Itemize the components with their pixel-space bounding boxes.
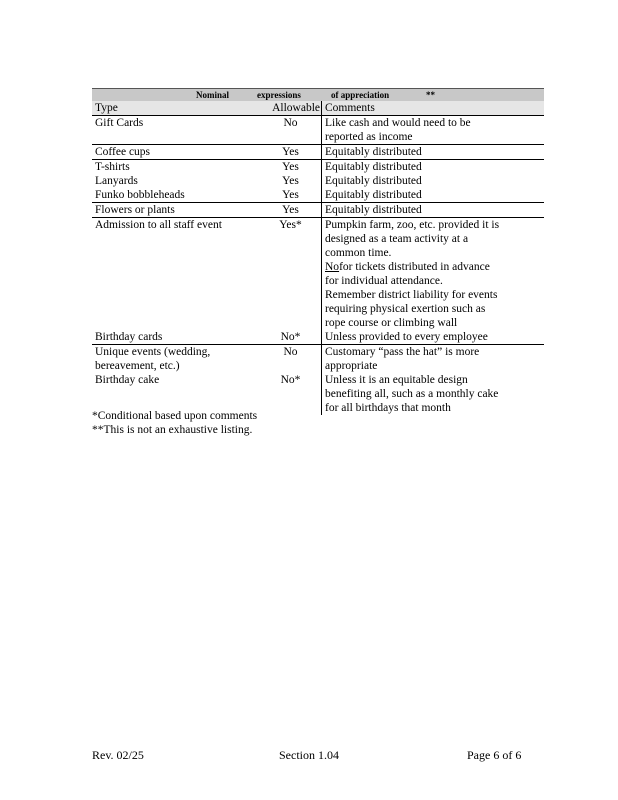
row-type: Birthday cards bbox=[95, 331, 163, 343]
row-comments: Equitably distributed bbox=[325, 161, 422, 173]
table-row bbox=[92, 145, 544, 160]
row-type: Funko bobbleheads bbox=[95, 189, 185, 201]
row-comments: Equitably distributed bbox=[325, 204, 422, 216]
table-header-row bbox=[92, 101, 544, 116]
table-row bbox=[92, 116, 544, 145]
comment-line: Customary “pass the hat” is more bbox=[325, 346, 480, 358]
header-comments: Comments bbox=[325, 102, 375, 114]
comment-line: Remember district liability for events bbox=[325, 289, 498, 301]
row-type: Gift Cards bbox=[95, 117, 144, 129]
row-type: Birthday cake bbox=[95, 374, 160, 386]
underlined-word: No bbox=[325, 261, 340, 273]
comment-line: requiring physical exertion such as bbox=[325, 303, 486, 315]
row-type bbox=[92, 345, 260, 373]
table-row bbox=[92, 330, 544, 345]
row-comments: Equitably distributed bbox=[325, 146, 422, 158]
comment-line: Unless it is an equitable design bbox=[325, 374, 468, 386]
appreciation-table bbox=[92, 88, 544, 415]
row-type: Admission to all staff event bbox=[95, 219, 222, 231]
row-type: Lanyards bbox=[95, 175, 138, 187]
row-allowable: No bbox=[260, 116, 322, 144]
row-type: Flowers or plants bbox=[95, 204, 175, 216]
comment-line: Pumpkin farm, zoo, etc. provided it is bbox=[325, 219, 500, 231]
table-title-part: ** bbox=[426, 90, 435, 100]
row-allowable: Yes* bbox=[260, 218, 322, 330]
comment-line: common time. bbox=[325, 247, 392, 259]
header-allowable: Allowable bbox=[260, 101, 322, 115]
row-allowable: No bbox=[260, 345, 322, 373]
row-comments: Equitably distributed bbox=[325, 189, 422, 201]
row-comments bbox=[322, 218, 544, 330]
table-row bbox=[92, 160, 544, 174]
table-title-band bbox=[92, 88, 544, 101]
note-conditional: *Conditional based upon comments bbox=[92, 410, 258, 422]
row-allowable: Yes bbox=[260, 145, 322, 159]
table-row bbox=[92, 188, 544, 203]
row-allowable: Yes bbox=[260, 203, 322, 217]
table-title-part: Nominal bbox=[196, 90, 230, 100]
table-row bbox=[92, 174, 544, 188]
row-type: T-shirts bbox=[95, 161, 130, 173]
footer-page-number: Page 6 of 6 bbox=[467, 748, 522, 762]
comment-text: for tickets distributed in advance bbox=[339, 261, 490, 273]
table-title-part: expressions bbox=[257, 90, 301, 100]
table-row bbox=[92, 203, 544, 218]
type-line: bereavement, etc.) bbox=[95, 360, 180, 372]
comment-line: designed as a team activity at a bbox=[325, 233, 469, 245]
comment-line: rope course or climbing wall bbox=[325, 317, 458, 329]
table-row bbox=[92, 345, 544, 373]
type-line: Unique events (wedding, bbox=[95, 346, 211, 358]
row-allowable: No* bbox=[260, 330, 322, 344]
row-type: Coffee cups bbox=[95, 146, 151, 158]
row-allowable: Yes bbox=[260, 188, 322, 202]
comment-line: reported as income bbox=[325, 131, 413, 143]
row-comments bbox=[322, 373, 544, 415]
row-allowable: Yes bbox=[260, 174, 322, 188]
comment-line: Like cash and would need to be bbox=[325, 117, 471, 129]
header-type: Type bbox=[95, 102, 118, 114]
row-comments: Unless provided to every employee bbox=[325, 331, 488, 343]
table-row bbox=[92, 218, 544, 330]
comment-line: for individual attendance. bbox=[325, 275, 443, 287]
footer-revision: Rev. 02/25 bbox=[92, 748, 144, 762]
comment-line bbox=[325, 260, 544, 274]
row-comments bbox=[322, 345, 544, 373]
table-notes bbox=[92, 409, 257, 437]
table-title-part: of appreciation bbox=[331, 90, 390, 100]
comment-line: for all birthdays that month bbox=[325, 402, 451, 414]
row-allowable: No* bbox=[260, 373, 322, 415]
comment-line: benefiting all, such as a monthly cake bbox=[325, 388, 499, 400]
row-allowable: Yes bbox=[260, 160, 322, 174]
note-not-exhaustive: **This is not an exhaustive listing. bbox=[92, 424, 253, 436]
row-comments: Equitably distributed bbox=[325, 175, 422, 187]
row-comments bbox=[322, 116, 544, 144]
footer-section: Section 1.04 bbox=[279, 748, 339, 762]
comment-line: appropriate bbox=[325, 360, 378, 372]
